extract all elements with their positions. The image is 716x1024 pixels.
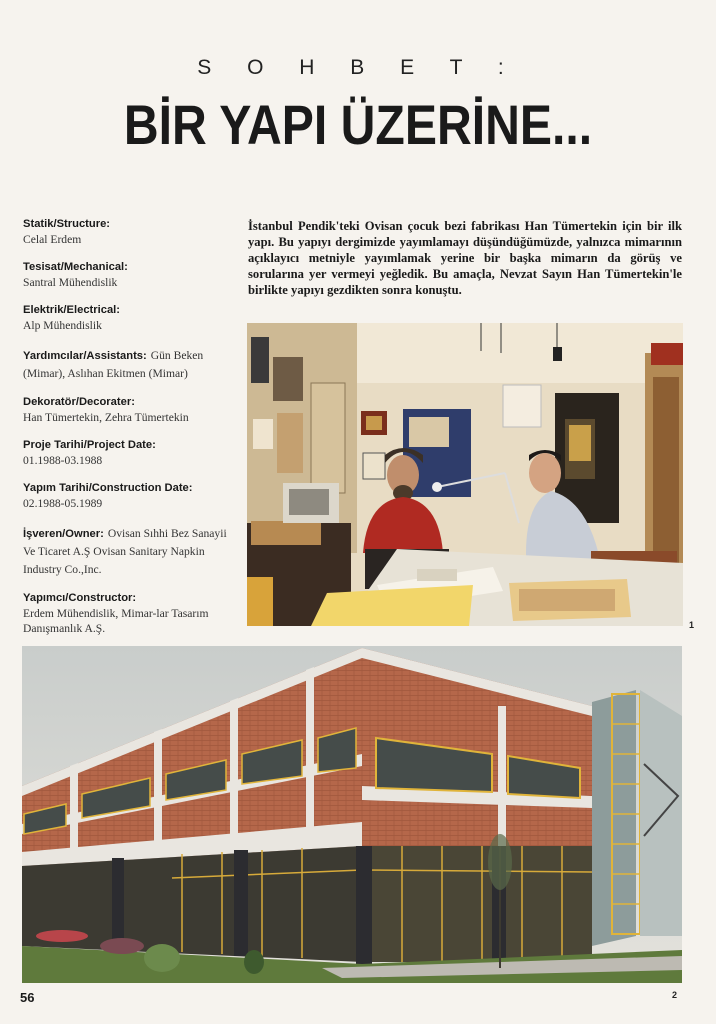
office-photo (247, 323, 683, 626)
factory-photo (22, 646, 682, 983)
credit-assistants (23, 346, 238, 382)
credits-column (23, 217, 238, 649)
credit-value: Erdem Mühendislik, Mimar-lar Tasarım Danışmanlık A.Ş. (23, 607, 209, 635)
credit-label: İşveren/Owner: (23, 528, 104, 540)
intro-paragraph: İstanbul Pendik'teki Ovisan çocuk bezi fabrikası Han Tümertekin için bir ilk yapı. Bu yapıyı dergimizde yayımlamayı düşündüğümüzde, yalnızca mimarının açıklayıcı metniyle yayımlamak yerine bir başka mimarın da görüş ve sorularına yer vermeyi yeğledik. Bu amaçla, Nevzat Sayın Han Tümertekin'le birlikte yapıyı gezdikten sonra konuştu. (248, 219, 682, 297)
credit-label: Tesisat/Mechanical: (23, 261, 128, 273)
credit-label: Yapımcı/Constructor: (23, 592, 137, 604)
credit-structure (23, 217, 238, 247)
credit-label: Yardımcılar/Assistants: (23, 350, 147, 362)
credit-owner (23, 524, 238, 578)
credit-value: Celal Erdem (23, 233, 82, 246)
credit-label: Elektrik/Electrical: (23, 304, 121, 316)
credit-project-date (23, 438, 238, 468)
credit-value: Ovisan Sıhhi Bez Sanayii Ve Ticaret A.Ş Ovisan Sanitary Napkin Industry Co.,Inc. (23, 527, 227, 576)
credit-value: Santral Mühendislik (23, 276, 118, 289)
figure-number-2: 2 (672, 990, 678, 1000)
credit-constructor (23, 591, 238, 636)
article-title: BİR YAPI ÜZERİNE... (123, 93, 593, 156)
credit-label: Proje Tarihi/Project Date: (23, 439, 156, 451)
credit-value: 01.1988-03.1988 (23, 454, 103, 467)
office-photo-image (247, 323, 683, 626)
credit-value: Gün Beken (Mimar), Aslıhan Ekitmen (Mimar) (23, 349, 204, 380)
credit-label: Yapım Tarihi/Construction Date: (23, 482, 193, 494)
factory-photo-image (22, 646, 682, 983)
credit-decorator (23, 395, 238, 425)
credit-label: Dekoratör/Decorater: (23, 396, 135, 408)
credit-value: Alp Mühendislik (23, 319, 102, 332)
credit-value: Han Tümertekin, Zehra Tümertekin (23, 411, 189, 424)
credit-construction-date (23, 481, 238, 511)
section-kicker: S O H B E T : (197, 56, 519, 79)
credit-mechanical (23, 260, 238, 290)
credit-value: 02.1988-05.1989 (23, 497, 103, 510)
credit-electrical (23, 303, 238, 333)
figure-number-1: 1 (689, 620, 695, 630)
page-number: 56 (20, 990, 35, 1005)
credit-label: Statik/Structure: (23, 218, 111, 230)
